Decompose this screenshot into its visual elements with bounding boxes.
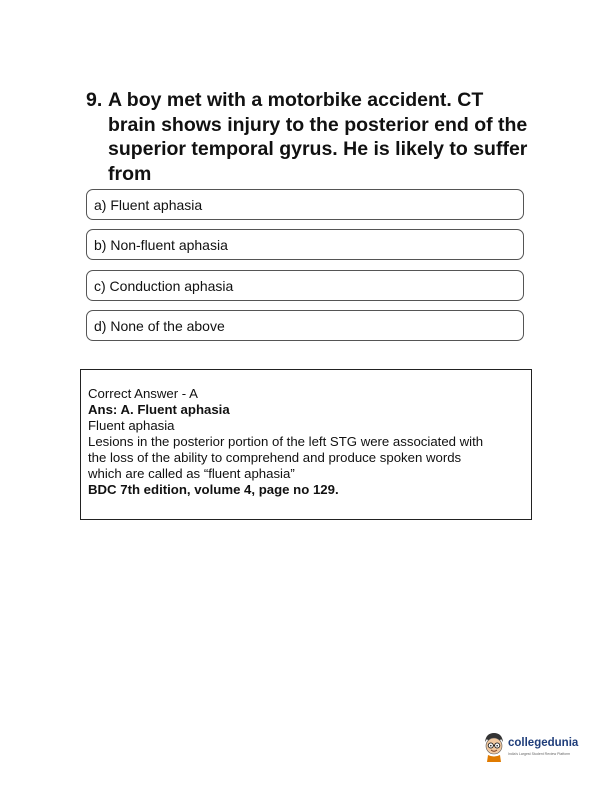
logo-tagline: India's Largest Student Review Platform [508,752,571,756]
question [86,88,536,186]
option-a[interactable]: a) Fluent aphasia [86,189,524,220]
logo-name: collegedunia [508,737,579,749]
answer-value: : A. Fluent aphasia [112,402,230,417]
question-text: A boy met with a motorbike accident. CT brain shows injury to the posterior end of the superior temporal gyrus. He is likely to suffer from [108,89,528,185]
mascot-icon [482,730,506,762]
explanation-line: which are called as “fluent aphasia” [88,466,295,481]
reference: BDC 7th edition, volume 4, page no 129. [88,482,339,497]
correct-answer-line: Correct Answer - A [88,386,198,401]
answer-subtitle: Fluent aphasia [88,418,175,433]
answer-label: Ans [88,402,113,417]
explanation-line: Lesions in the posterior portion of the left STG were associated with [88,434,484,449]
collegedunia-logo [482,728,582,764]
answer-box [80,369,532,520]
answer-line [88,402,531,418]
option-c[interactable]: c) Conduction aphasia [86,270,524,301]
option-d[interactable]: d) None of the above [86,310,524,341]
explanation-line: the loss of the ability to comprehend and produce spoken words [88,450,462,465]
option-b[interactable]: b) Non-fluent aphasia [86,229,524,260]
question-number: 9. [86,89,103,111]
